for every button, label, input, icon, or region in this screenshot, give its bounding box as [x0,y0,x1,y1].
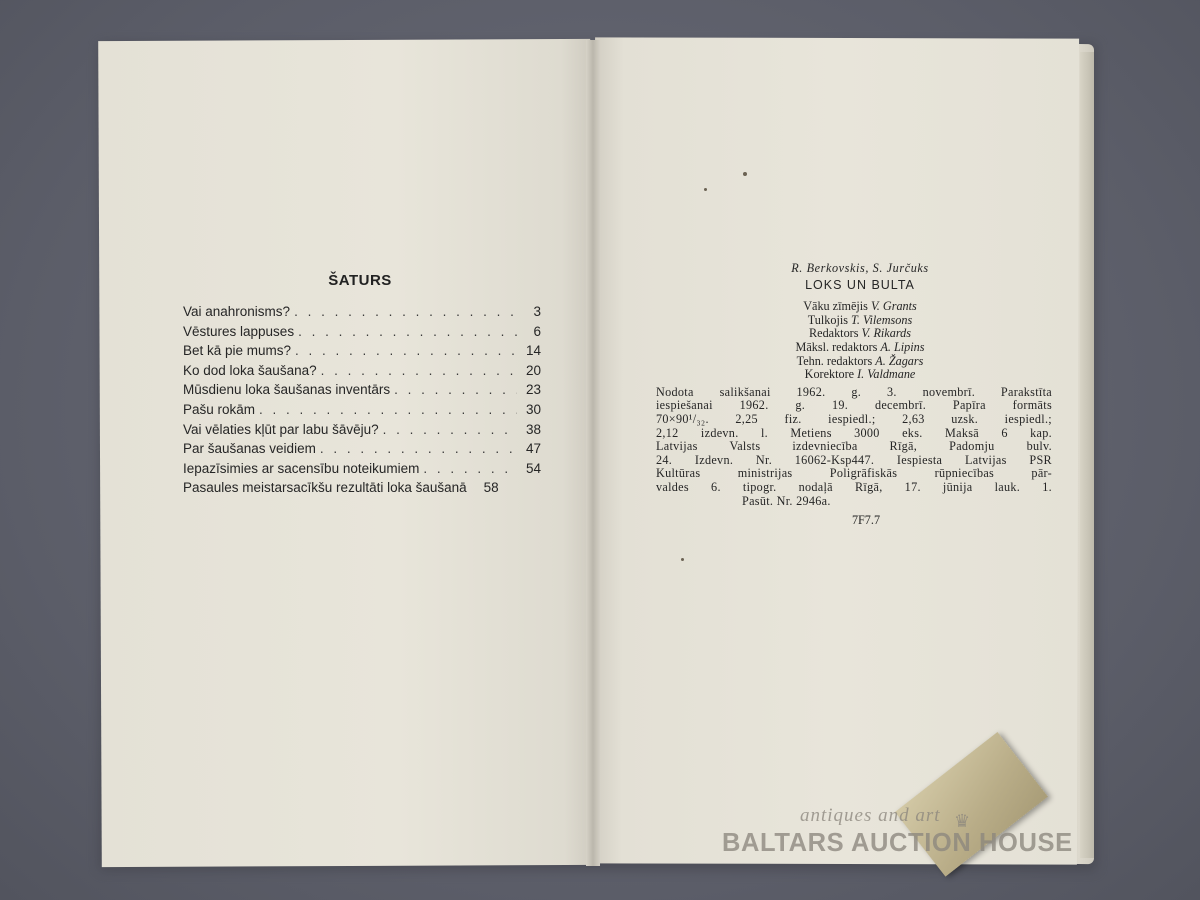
toc-entry-page: 14 [525,343,541,359]
toc-leader-dots [295,343,517,358]
toc-entry-page: 23 [525,382,541,398]
publication-info-line: Latvijas Valsts izdevniecība Rīgā, Padomju bulv. [656,439,1052,454]
publication-info-line: Nodota salikšanai 1962. g. 3. novembrī. Parakstīta [656,384,1052,399]
publication-info-line: 2,12 izdevn. l. Metiens 3000 eks. Maksā 6 kap. [656,425,1052,440]
toc-entry [183,382,541,402]
toc-entry-page: 3 [533,304,541,319]
credit-line [700,300,1020,314]
publication-info-line: 24. Izdevn. Nr. 16062-Ksp447. Iespiesta Latvijas PSR [656,452,1052,467]
toc-entry [183,324,541,344]
toc-leader-dots [320,441,517,456]
toc-entry-title: Mūsdienu loka šaušanas inventārs [183,382,391,398]
toc-title: ŠATURS [328,272,392,289]
credit-line [700,355,1020,369]
credit-name: V. Grants [870,299,917,314]
watermark-brand: BALTARS AUCTION HOUSE [722,829,1073,857]
toc-leader-dots [394,382,517,397]
page-edges-inner [1080,52,1094,858]
toc-entry [183,363,541,383]
toc-leader-dots [383,422,517,437]
toc-entry-title: Vai vēlaties kļūt par labu šāvēju? [183,421,379,437]
crown-icon: ♛ [954,811,971,831]
credit-name: I. Valdmane [857,367,916,382]
credit-name: A. Žagars [875,353,924,368]
credit-line [700,314,1020,328]
watermark-tagline: antiques and art [800,805,941,826]
toc-leader-dots [423,461,517,476]
toc-entry [183,441,541,461]
credit-name: T. Vilemsons [851,312,913,327]
credit-role: Vāku zīmējis [803,299,868,314]
toc-entry [183,343,541,363]
publication-info-line: iespiešanai 1962. g. 19. decembrī. Papīra formāts [656,398,1052,413]
toc-entry-page: 20 [525,362,541,378]
credit-name: A. Lipins [880,339,925,354]
publication-info [656,386,1052,508]
toc-entry-title: Pašu rokām [183,401,256,417]
colophon [656,261,1052,528]
toc-entry-title: Vēstures lappuses [183,323,295,339]
toc-entry [183,402,541,422]
toc-entry-page: 6 [533,323,541,339]
credit-name: V. Rikards [861,326,911,341]
toc-leader-dots [298,324,517,339]
credit-role: Tehn. redaktors [796,353,873,368]
toc-entry-page: 38 [525,421,541,437]
toc-leader-dots [321,363,517,378]
toc-entry-title: Iepazīsimies ar sacensību noteikumiem [183,460,420,476]
credit-role: Māksl. redaktors [795,339,878,354]
toc-entry [183,461,541,481]
toc-leader-dots [294,304,517,319]
publication-info-line: Kultūras ministrijas Poligrāfiskās rūpniecības pār- [656,466,1052,481]
toc-entry-page: 30 [525,401,541,417]
publication-info-line: valdes 6. tipogr. nodaļā Rīgā, 17. jūnija lauk. 1. [656,479,1052,494]
toc-entry-title: Vai anahronisms? [183,304,291,319]
publication-info-line: 70×90¹/₃₂. 2,25 fiz. iespiedl.; 2,63 uzsk. iespiedl.; [656,411,1052,426]
book-code: 7F7.7 [851,513,881,528]
credit-role: Tulkojis [807,312,848,327]
toc-entry [183,422,541,442]
credits [700,300,1020,382]
paper-speck [681,558,684,561]
toc-entry-title: Pasaules meistarsacīkšu rezultāti loka šaušanā [183,480,467,496]
toc-entry [183,480,541,500]
toc-leader-dots [259,402,517,417]
toc-list [183,304,541,500]
credit-line [700,341,1020,355]
credit-line [700,368,1020,382]
credit-role: Redaktors [809,326,859,341]
book-title: LOKS UN BULTA [805,277,915,292]
credit-line [700,327,1020,341]
toc-entry-page: 58 [483,480,499,496]
book-gutter [586,40,600,866]
book-authors: R. Berkovskis, S. Jurčuks [791,261,929,275]
toc-entry-title: Bet kā pie mums? [183,343,292,359]
toc-entry-title: Par šaušanas veidiem [183,441,316,457]
paper-speck [704,188,707,191]
toc-entry-title: Ko dod loka šaušana? [183,362,317,378]
toc-entry-page: 54 [525,460,541,476]
publication-info-line: Pasūt. Nr. 2946a. [742,493,831,508]
paper-speck [743,172,747,176]
toc-entry [183,304,541,324]
credit-role: Korektore [804,367,855,382]
toc-entry-page: 47 [525,441,541,457]
